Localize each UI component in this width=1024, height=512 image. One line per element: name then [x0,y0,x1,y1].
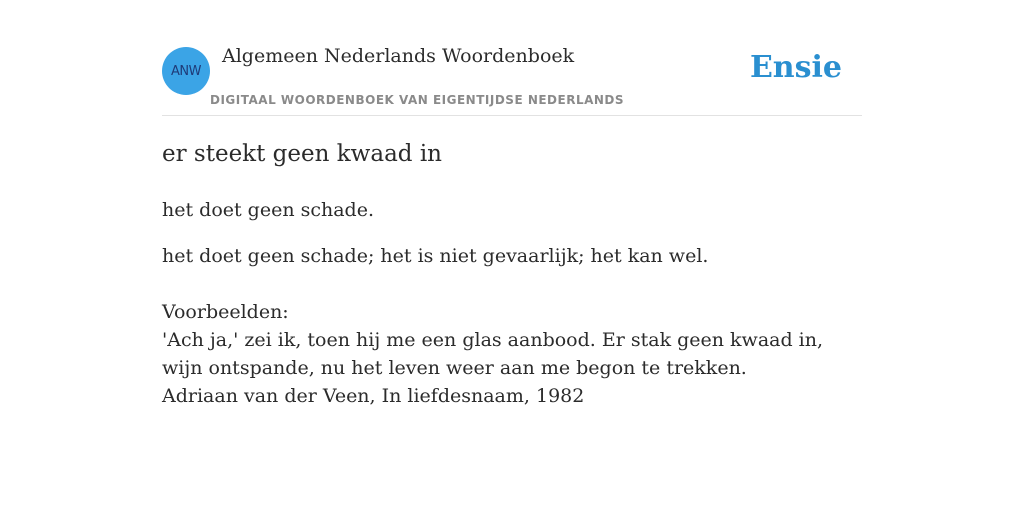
long-definition: het doet geen schade; het is niet gevaarlijk; het kan wel. [162,245,709,267]
short-definition: het doet geen schade. [162,199,375,221]
logo-text: ANW [171,63,201,79]
site-title[interactable]: Algemeen Nederlands Woordenboek [222,45,575,67]
example-source: Adriaan van der Veen, In liefdesnaam, 1982 [162,385,585,407]
site-subtitle: DIGITAAL WOORDENBOEK VAN EIGENTIJDSE NEDERLANDS [210,93,625,107]
examples-label: Voorbeelden: [162,301,289,323]
ensie-brand-link[interactable]: Ensie [749,50,842,85]
site-header [162,0,862,116]
headword: er steekt geen kwaad in [162,141,442,167]
anw-logo[interactable] [162,47,210,95]
entry-content [162,136,862,410]
example-quote: 'Ach ja,' zei ik, toen hij me een glas aanbood. Er stak geen kwaad in, wijn ontspande, nu het leven weer aan me begon te trekken. [162,329,824,379]
examples-block [162,298,862,410]
